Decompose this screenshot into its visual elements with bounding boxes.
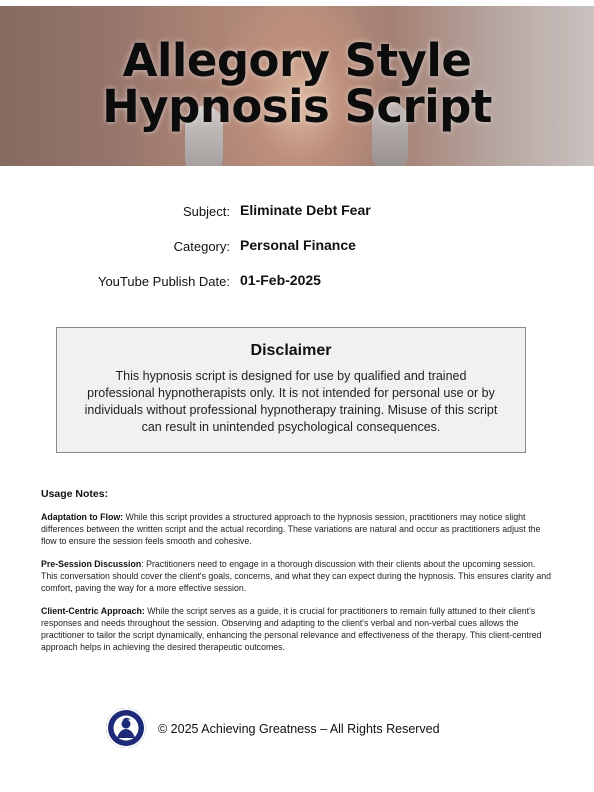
note-title: Adaptation to Flow: [41,512,124,522]
publish-date-label: YouTube Publish Date: [97,274,230,289]
title-line-2: Hypnosis Script [102,80,492,133]
copyright-text: © 2025 Achieving Greatness – All Rights Reserved [158,722,440,736]
note-text: While the script serves as a guide, it is crucial for practitioners to remain fully attuned to their client's responses and needs throughout the session. Observing and adapting to the client's verbal and non-verbal cues allows the practitioner to tailor the script dynamically, enhancing the personal relevance and effectiveness of the therapy. This client-centred approach helps in achieving the desired therapeutic outcomes. [41,606,542,652]
disclaimer-box [56,327,526,453]
note-title: Client-Centric Approach: [41,606,145,616]
note-text: : Practitioners need to engage in a thorough discussion with their clients about the upcoming session. This conversation should cover the client's goals, concerns, and what they can expect during the hypnosis. This ensures clarity and comfort, paving the way for a more effective session. [41,559,552,593]
note-pre-session-discussion [41,558,553,594]
disclaimer-text: This hypnosis script is designed for use by qualified and trained professional hypnotherapists only. It is not intended for personal use or by individuals without professional hypnotherapy training. Misuse of this script can result in unintended psychological consequences. [84,369,498,434]
header-banner [0,6,594,166]
meta-row-subject [0,200,594,235]
title-line-1: Allegory Style [122,34,472,87]
category-label: Category: [173,239,230,254]
footer [106,708,506,752]
note-text: While this script provides a structured approach to the hypnosis session, practitioners may notice slight differences between the written script and the actual recording. These variations are natural and occur as practitioners adjust the flow to ensure the session feels smooth and cohesive. [41,512,541,546]
page-title [0,34,594,133]
subject-value: Eliminate Debt Fear [240,202,371,218]
disclaimer-title: Disclaimer [250,342,332,359]
meta-row-category [0,235,594,270]
subject-label: Subject: [183,204,230,219]
script-metadata [0,200,594,305]
note-adaptation-to-flow [41,511,553,547]
usage-notes-heading: Usage Notes: [41,488,109,500]
category-value: Personal Finance [240,237,356,253]
publish-date-value: 01-Feb-2025 [240,272,321,288]
note-title: Pre-Session Discussion [41,559,142,569]
usage-notes [41,488,553,664]
achieving-greatness-logo-icon [106,708,146,748]
meta-row-publish-date [0,270,594,305]
note-client-centric-approach [41,605,553,653]
